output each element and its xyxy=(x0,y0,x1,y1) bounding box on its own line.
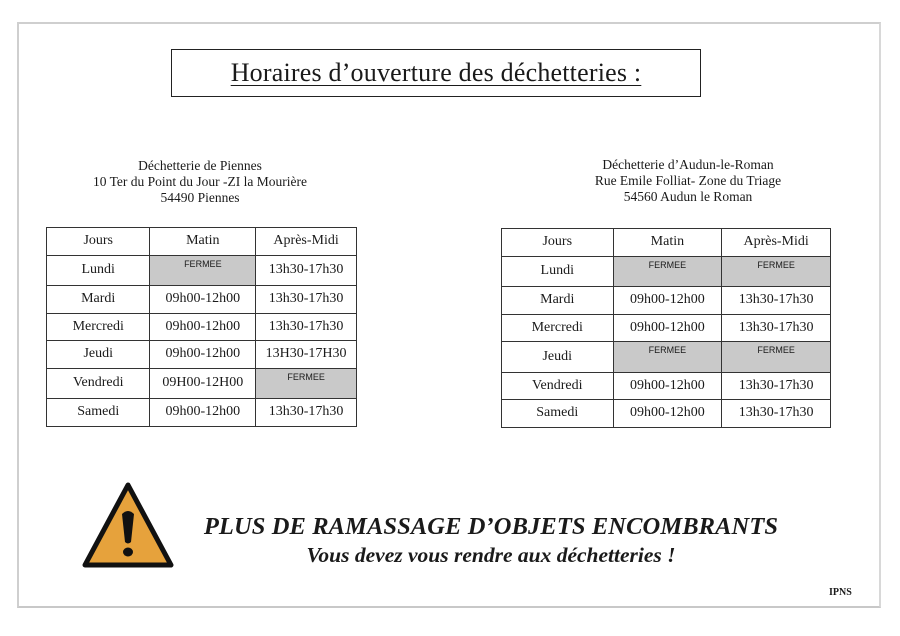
address-line: 54560 Audun le Roman xyxy=(623,189,753,204)
day-cell: Jeudi xyxy=(502,342,614,373)
schedule-table-piennes xyxy=(46,227,357,427)
address-line: Rue Emile Folliat- Zone du Triage xyxy=(594,173,782,188)
afternoon-cell: FERMEE xyxy=(722,342,831,373)
morning-cell: FERMEE xyxy=(150,255,256,286)
address-piennes xyxy=(60,158,340,206)
column-header: Après-Midi xyxy=(722,229,831,257)
address-line: Déchetterie de Piennes xyxy=(138,158,262,173)
table-row xyxy=(502,287,831,315)
morning-cell: 09h00-12h00 xyxy=(150,399,256,427)
address-line: 10 Ter du Point du Jour -ZI la Mourière xyxy=(92,174,308,189)
afternoon-cell: 13h30-17h30 xyxy=(722,400,831,428)
address-audun xyxy=(548,157,828,205)
afternoon-cell: 13h30-17h30 xyxy=(722,287,831,315)
table-row xyxy=(47,255,357,286)
column-header: Matin xyxy=(613,229,722,257)
day-cell: Mardi xyxy=(502,287,614,315)
afternoon-cell: 13h30-17h30 xyxy=(722,372,831,400)
afternoon-cell: 13h30-17h30 xyxy=(256,255,357,286)
address-line: Déchetterie d’Audun-le-Roman xyxy=(602,157,774,172)
column-header: Après-Midi xyxy=(256,228,357,256)
table-row xyxy=(47,368,357,399)
afternoon-cell: 13H30-17H30 xyxy=(256,341,357,369)
afternoon-cell: 13h30-17h30 xyxy=(256,399,357,427)
table-row xyxy=(502,400,831,428)
ipns-mark: IPNS xyxy=(829,587,852,598)
day-cell: Mercredi xyxy=(502,314,614,342)
table-row xyxy=(47,313,357,341)
day-cell: Samedi xyxy=(502,400,614,428)
table-row xyxy=(47,286,357,314)
notice-line-1: PLUS DE RAMASSAGE D’OBJETS ENCOMBRANTS xyxy=(203,513,779,540)
day-cell: Samedi xyxy=(47,399,150,427)
table-row xyxy=(502,372,831,400)
afternoon-cell: 13h30-17h30 xyxy=(256,313,357,341)
table-header-row xyxy=(502,229,831,257)
table-row xyxy=(502,256,831,287)
day-cell: Mercredi xyxy=(47,313,150,341)
column-header: Jours xyxy=(502,229,614,257)
morning-cell: 09h00-12h00 xyxy=(613,314,722,342)
morning-cell: FERMEE xyxy=(613,342,722,373)
address-line: 54490 Piennes xyxy=(160,190,240,205)
morning-cell: FERMEE xyxy=(613,256,722,287)
morning-cell: 09h00-12h00 xyxy=(613,400,722,428)
day-cell: Vendredi xyxy=(47,368,150,399)
morning-cell: 09h00-12h00 xyxy=(150,341,256,369)
column-header: Jours xyxy=(47,228,150,256)
table-row xyxy=(502,342,831,373)
notice xyxy=(176,513,806,569)
afternoon-cell: FERMEE xyxy=(256,368,357,399)
day-cell: Lundi xyxy=(47,255,150,286)
warning-icon xyxy=(82,482,174,568)
morning-cell: 09h00-12h00 xyxy=(150,286,256,314)
table-row xyxy=(47,399,357,427)
day-cell: Lundi xyxy=(502,256,614,287)
schedule-table-audun xyxy=(501,228,831,428)
day-cell: Jeudi xyxy=(47,341,150,369)
table-row xyxy=(502,314,831,342)
column-header: Matin xyxy=(150,228,256,256)
morning-cell: 09h00-12h00 xyxy=(613,372,722,400)
morning-cell: 09H00-12H00 xyxy=(150,368,256,399)
day-cell: Mardi xyxy=(47,286,150,314)
afternoon-cell: 13h30-17h30 xyxy=(722,314,831,342)
morning-cell: 09h00-12h00 xyxy=(150,313,256,341)
morning-cell: 09h00-12h00 xyxy=(613,287,722,315)
day-cell: Vendredi xyxy=(502,372,614,400)
table-header-row xyxy=(47,228,357,256)
notice-line-2: Vous devez vous rendre aux déchetteries ! xyxy=(306,543,676,567)
afternoon-cell: FERMEE xyxy=(722,256,831,287)
afternoon-cell: 13h30-17h30 xyxy=(256,286,357,314)
page-title: Horaires d’ouverture des déchetteries : xyxy=(171,49,701,97)
table-row xyxy=(47,341,357,369)
